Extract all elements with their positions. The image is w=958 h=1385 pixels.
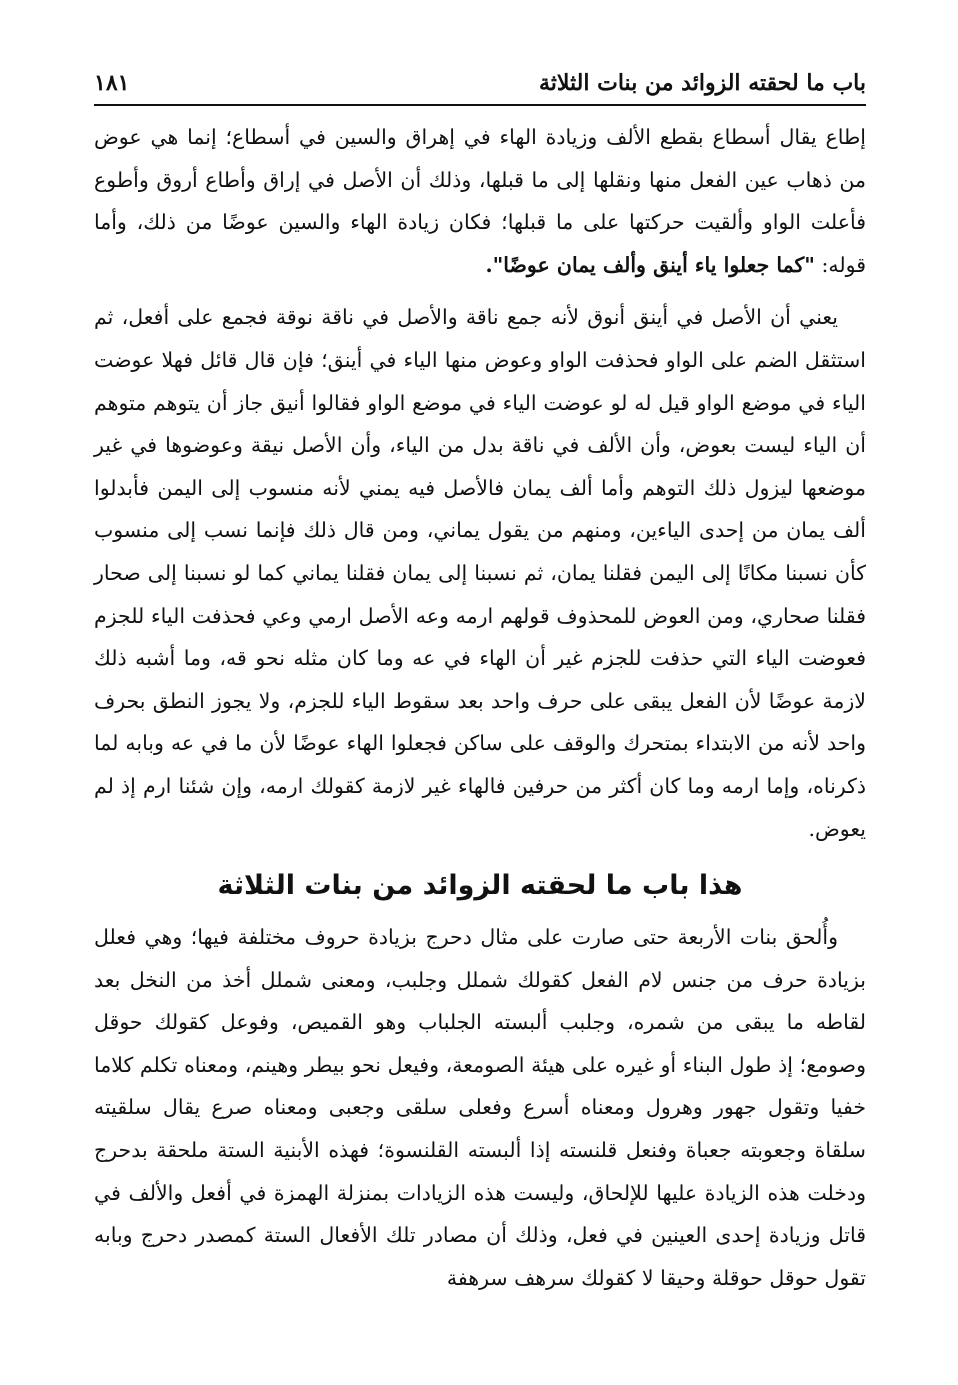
page-header [94,56,866,106]
paragraph-1-quote: "كما جعلوا ياء أينق وألف يمان عوضًا". [485,252,815,277]
paragraph-1-text: إطاع يقال أسطاع بقطع الألف وزيادة الهاء في إهراق والسين في أسطاع؛ إنما هي عوض من ذهاب عين الفعل منها ونقلها إلى ما قبلها، وذلك أن الأصل في إراق وأطاع أروق وأطوع فأعلت الواو وألقيت حركتها على ما قبلها؛ فكان زيادة الهاء والسين عوضًا من ذلك، وأما قوله: [94,125,866,277]
page-number: ١٨١ [94,70,130,96]
running-title: باب ما لحقته الزوائد من بنات الثلاثة [538,70,866,96]
paragraph-1 [94,116,866,286]
section-heading: هذا باب ما لحقته الزوائد من بنات الثلاثة [217,870,743,902]
book-page [94,56,866,1299]
paragraph-3: وأُلحق بنات الأربعة حتى صارت على مثال دحرج بزيادة حروف مختلفة فيها؛ وهي فعلل بزيادة حرف من جنس لام الفعل كقولك شملل وجلبب، ومعنى شملل أخذ من النخل بعد لقاطه ما يبقى من شمره، وجلبب ألبسته الجلباب وهو القميص، وفوعل كقولك حوقل وصومع؛ إذ طول البناء أو غيره على هيئة الصومعة، وفيعل نحو بيطر وهينم، ومعناه تكلم كلاما خفيا وتقول جهور وهرول ومعناه أسرع وفعلى سلقى وجعبى ومعناه صرع يقال سلقيته سلقاة وجعوبته جعباة وفنعل قلنسته إذا ألبسته القلنسوة؛ فهذه الأبنية الستة ملحقة بدحرج ودخلت هذه الزيادة عليها للإلحاق، وليست هذه الزيادات بمنزلة الهمزة في أفعل والألف في قاتل وزيادة إحدى العينين في فعل، وذلك أن مصادر تلك الأفعال الستة كمصدر دحرج وبابه تقول حوقل حوقلة وحيقا لا كقولك سرهف سرهفة [94,925,866,1290]
paragraph-2: يعني أن الأصل في أينق أنوق لأنه جمع ناقة والأصل في ناقة نوقة فجمع على أفعل، ثم استثقل الضم على الواو فحذفت الواو وعوض منها الياء في أينق؛ فإن قال قائل فهلا عوضت الياء في موضع الواو قيل له لو عوضت الياء في موضع الواو فقالوا أنيق جاز أن يتوهم متوهم أن الياء ليست بعوض، وأن الألف في ناقة بدل من الياء، وأن الأصل نيقة وعوضوها في غير موضعها ليزول ذلك التوهم وأما ألف يمان فالأصل فيه يمني لأنه منسوب إلى اليمن فأبدلوا ألف يمان من إحدى الياءين، ومنهم من يقول يماني، ومن قال ذلك فإنما نسب إلى منسوب كأن نسبنا مكانًا إلى اليمن فقلنا يمان، ثم نسبنا إلى يمان فقلنا يماني كما لو نسبنا إلى صحار فقلنا صحاري، ومن العوض للمحذوف قولهم ارمه وعه الأصل ارمي وعي فحذفت الياء للجزم فعوضت الياء التي حذفت للجزم غير أن الهاء في عه وما كان مثله نحو قه، وما أشبه ذلك لازمة عوضًا لأن الفعل يبقى على حرف واحد بعد سقوط الياء للجزم، ولا يجوز النطق بحرف واحد لأنه من الابتداء بمتحرك والوقف على ساكن فجعلوا الهاء عوضًا لأن ما في عه وبابه لما ذكرناه، وإما ارمه وما كان أكثر من حرفين فالهاء غير لازمة كقولك ارمه، وإن شئنا ارم إذ لم يعوض. [94,305,866,841]
